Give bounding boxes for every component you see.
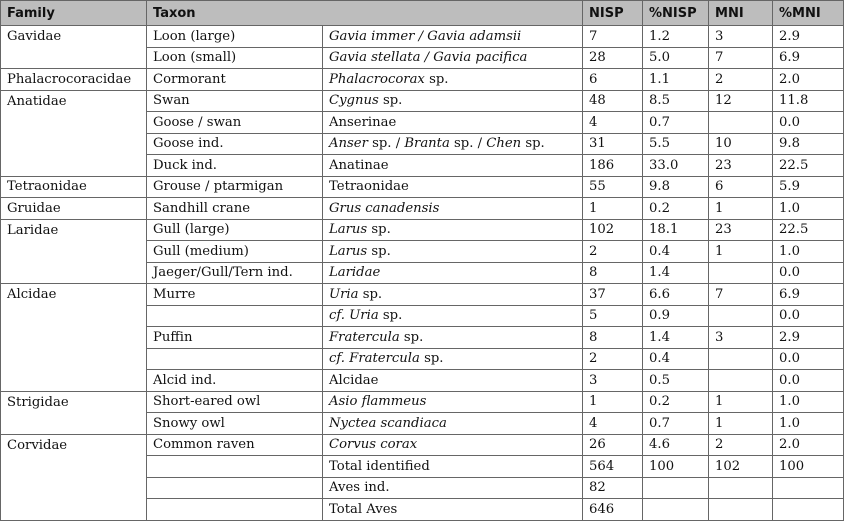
- common-name-cell: Grouse / ptarmigan: [147, 176, 323, 198]
- common-name-cell: Loon (large): [147, 26, 323, 48]
- scientific-name-cell: [323, 499, 583, 521]
- pct-mni-cell: 2.0: [773, 434, 844, 456]
- header-pct-nisp: %NISP: [643, 1, 709, 26]
- scientific-name-part: Branta: [404, 136, 450, 152]
- pct-nisp-cell: 0.7: [643, 413, 709, 435]
- common-name-cell: Cormorant: [147, 69, 323, 91]
- nisp-cell: 31: [583, 133, 643, 155]
- scientific-name-cell: [323, 327, 583, 349]
- header-taxon: Taxon: [147, 1, 583, 26]
- pct-mni-cell: 0.0: [773, 262, 844, 284]
- common-name-cell: Goose / swan: [147, 112, 323, 134]
- scientific-name-part: sp.: [424, 71, 449, 87]
- scientific-name-part: Phalacrocorax: [329, 71, 425, 87]
- mni-cell: [709, 348, 773, 370]
- mni-cell: 1: [709, 241, 773, 263]
- family-cell: [1, 133, 147, 155]
- family-cell: [1, 348, 147, 370]
- scientific-name-part: Fratercula: [329, 329, 400, 345]
- scientific-name-part: sp.: [367, 243, 391, 259]
- common-name-cell: Duck ind.: [147, 155, 323, 177]
- table-row: [1, 241, 844, 263]
- table-row: [1, 262, 844, 284]
- pct-mni-cell: 0.0: [773, 112, 844, 134]
- pct-mni-cell: 1.0: [773, 241, 844, 263]
- family-cell: Tetraonidae: [1, 176, 147, 198]
- pct-mni-cell: 1.0: [773, 391, 844, 413]
- pct-nisp-cell: 5.5: [643, 133, 709, 155]
- family-cell: [1, 327, 147, 349]
- common-name-cell: [147, 305, 323, 327]
- nisp-cell: 82: [583, 477, 643, 499]
- common-name-cell: [147, 477, 323, 499]
- common-name-cell: Sandhill crane: [147, 198, 323, 220]
- pct-mni-cell: 2.9: [773, 26, 844, 48]
- scientific-name-part: Cygnus: [329, 93, 379, 109]
- pct-nisp-cell: 0.2: [643, 198, 709, 220]
- scientific-name-part: Nyctea scandiaca: [329, 415, 447, 431]
- scientific-name-part: Tetraonidae: [329, 179, 409, 195]
- pct-mni-cell: 6.9: [773, 284, 844, 306]
- scientific-name-cell: [323, 413, 583, 435]
- family-cell: Anatidae: [1, 90, 147, 112]
- mni-cell: [709, 305, 773, 327]
- scientific-name-part: Grus canadensis: [329, 200, 440, 216]
- scientific-name-part: sp.: [358, 286, 383, 302]
- table-row: [1, 477, 844, 499]
- table-row: [1, 391, 844, 413]
- table-row: [1, 112, 844, 134]
- pct-nisp-cell: [643, 499, 709, 521]
- scientific-name-part: sp. /: [367, 136, 405, 152]
- scientific-name-part: cf. Uria: [329, 308, 379, 324]
- scientific-name-cell: [323, 69, 583, 91]
- table-row: [1, 90, 844, 112]
- header-family: Family: [1, 1, 147, 26]
- scientific-name-part: Gavia immer / Gavia adamsii: [329, 28, 522, 44]
- family-cell: [1, 477, 147, 499]
- common-name-cell: Common raven: [147, 434, 323, 456]
- pct-mni-cell: 5.9: [773, 176, 844, 198]
- nisp-cell: 186: [583, 155, 643, 177]
- common-name-cell: Swan: [147, 90, 323, 112]
- pct-mni-cell: 22.5: [773, 155, 844, 177]
- pct-nisp-cell: [643, 477, 709, 499]
- family-cell: [1, 413, 147, 435]
- family-cell: [1, 241, 147, 263]
- table-row: [1, 305, 844, 327]
- nisp-cell: 2: [583, 348, 643, 370]
- scientific-name-part: Total Aves: [329, 501, 398, 517]
- pct-nisp-cell: 5.0: [643, 47, 709, 69]
- header-nisp: NISP: [583, 1, 643, 26]
- pct-mni-cell: 1.0: [773, 198, 844, 220]
- pct-mni-cell: 9.8: [773, 133, 844, 155]
- table-row: [1, 348, 844, 370]
- pct-mni-cell: 2.9: [773, 327, 844, 349]
- nisp-cell: 4: [583, 413, 643, 435]
- scientific-name-cell: [323, 370, 583, 392]
- common-name-cell: Snowy owl: [147, 413, 323, 435]
- mni-cell: 7: [709, 47, 773, 69]
- pct-nisp-cell: 0.7: [643, 112, 709, 134]
- scientific-name-cell: [323, 176, 583, 198]
- pct-mni-cell: 1.0: [773, 413, 844, 435]
- nisp-cell: 1: [583, 391, 643, 413]
- pct-nisp-cell: 1.2: [643, 26, 709, 48]
- common-name-cell: Puffin: [147, 327, 323, 349]
- scientific-name-part: Asio flammeus: [329, 394, 427, 410]
- pct-mni-cell: 0.0: [773, 305, 844, 327]
- pct-nisp-cell: 0.4: [643, 348, 709, 370]
- mni-cell: 7: [709, 284, 773, 306]
- scientific-name-cell: [323, 155, 583, 177]
- table-row: [1, 26, 844, 48]
- scientific-name-cell: [323, 456, 583, 478]
- scientific-name-part: Larus: [329, 222, 368, 238]
- pct-nisp-cell: 0.9: [643, 305, 709, 327]
- pct-nisp-cell: 0.2: [643, 391, 709, 413]
- pct-mni-cell: 11.8: [773, 90, 844, 112]
- scientific-name-part: Anatinae: [329, 157, 389, 173]
- common-name-cell: Murre: [147, 284, 323, 306]
- scientific-name-part: sp.: [399, 329, 424, 345]
- pct-nisp-cell: 8.5: [643, 90, 709, 112]
- scientific-name-part: Gavia stellata / Gavia pacifica: [329, 50, 528, 66]
- mni-cell: 6: [709, 176, 773, 198]
- scientific-name-cell: [323, 198, 583, 220]
- family-cell: Alcidae: [1, 284, 147, 306]
- scientific-name-cell: [323, 391, 583, 413]
- table-row: [1, 434, 844, 456]
- scientific-name-cell: [323, 26, 583, 48]
- scientific-name-cell: [323, 241, 583, 263]
- pct-nisp-cell: 18.1: [643, 219, 709, 241]
- family-cell: Corvidae: [1, 434, 147, 456]
- mni-cell: 23: [709, 219, 773, 241]
- mni-cell: [709, 370, 773, 392]
- nisp-cell: 4: [583, 112, 643, 134]
- scientific-name-part: Laridae: [329, 265, 381, 281]
- scientific-name-cell: [323, 284, 583, 306]
- table-row: [1, 456, 844, 478]
- table-row: [1, 69, 844, 91]
- scientific-name-part: sp.: [367, 222, 391, 238]
- scientific-name-part: Uria: [329, 286, 359, 302]
- nisp-cell: 564: [583, 456, 643, 478]
- mni-cell: 1: [709, 391, 773, 413]
- pct-mni-cell: 6.9: [773, 47, 844, 69]
- family-cell: [1, 155, 147, 177]
- mni-cell: [709, 262, 773, 284]
- scientific-name-cell: [323, 133, 583, 155]
- common-name-cell: Jaeger/Gull/Tern ind.: [147, 262, 323, 284]
- common-name-cell: Alcid ind.: [147, 370, 323, 392]
- mni-cell: 12: [709, 90, 773, 112]
- table-row: [1, 499, 844, 521]
- pct-mni-cell: 22.5: [773, 219, 844, 241]
- scientific-name-cell: [323, 90, 583, 112]
- family-cell: Strigidae: [1, 391, 147, 413]
- mni-cell: 1: [709, 413, 773, 435]
- mni-cell: 3: [709, 327, 773, 349]
- scientific-name-cell: [323, 112, 583, 134]
- scientific-name-cell: [323, 262, 583, 284]
- scientific-name-cell: [323, 219, 583, 241]
- scientific-name-part: sp.: [419, 351, 444, 367]
- header-mni: MNI: [709, 1, 773, 26]
- scientific-name-part: sp.: [378, 308, 403, 324]
- scientific-name-part: cf. Fratercula: [329, 351, 420, 367]
- family-cell: [1, 499, 147, 521]
- nisp-cell: 2: [583, 241, 643, 263]
- scientific-name-part: Aves ind.: [329, 480, 390, 496]
- common-name-cell: Short-eared owl: [147, 391, 323, 413]
- table-row: [1, 370, 844, 392]
- pct-nisp-cell: 9.8: [643, 176, 709, 198]
- pct-nisp-cell: 1.1: [643, 69, 709, 91]
- mni-cell: 1: [709, 198, 773, 220]
- nisp-cell: 646: [583, 499, 643, 521]
- nisp-cell: 6: [583, 69, 643, 91]
- table-row: [1, 176, 844, 198]
- scientific-name-part: sp.: [378, 93, 403, 109]
- family-cell: Gavidae: [1, 26, 147, 48]
- table-row: [1, 198, 844, 220]
- scientific-name-part: Chen: [486, 136, 522, 152]
- table-row: [1, 413, 844, 435]
- scientific-name-part: Larus: [329, 243, 368, 259]
- table-header: [1, 1, 844, 26]
- scientific-name-part: Total identified: [329, 458, 430, 474]
- pct-nisp-cell: 1.4: [643, 327, 709, 349]
- mni-cell: [709, 477, 773, 499]
- family-cell: [1, 456, 147, 478]
- mni-cell: 10: [709, 133, 773, 155]
- scientific-name-cell: [323, 434, 583, 456]
- pct-mni-cell: 2.0: [773, 69, 844, 91]
- mni-cell: 23: [709, 155, 773, 177]
- nisp-cell: 3: [583, 370, 643, 392]
- mni-cell: 2: [709, 434, 773, 456]
- scientific-name-cell: [323, 348, 583, 370]
- mni-cell: 2: [709, 69, 773, 91]
- scientific-name-part: sp. /: [449, 136, 487, 152]
- family-cell: [1, 47, 147, 69]
- pct-nisp-cell: 1.4: [643, 262, 709, 284]
- scientific-name-part: sp.: [521, 136, 545, 152]
- mni-cell: [709, 499, 773, 521]
- family-cell: [1, 370, 147, 392]
- scientific-name-cell: [323, 47, 583, 69]
- family-cell: [1, 305, 147, 327]
- nisp-cell: 7: [583, 26, 643, 48]
- family-cell: Gruidae: [1, 198, 147, 220]
- table-body: [1, 26, 844, 521]
- nisp-cell: 5: [583, 305, 643, 327]
- nisp-cell: 8: [583, 327, 643, 349]
- nisp-cell: 37: [583, 284, 643, 306]
- table-row: [1, 133, 844, 155]
- pct-nisp-cell: 6.6: [643, 284, 709, 306]
- common-name-cell: Goose ind.: [147, 133, 323, 155]
- pct-nisp-cell: 4.6: [643, 434, 709, 456]
- pct-nisp-cell: 100: [643, 456, 709, 478]
- common-name-cell: [147, 348, 323, 370]
- nisp-cell: 102: [583, 219, 643, 241]
- mni-cell: [709, 112, 773, 134]
- common-name-cell: Gull (medium): [147, 241, 323, 263]
- pct-mni-cell: [773, 499, 844, 521]
- mni-cell: 102: [709, 456, 773, 478]
- scientific-name-part: Anser: [329, 136, 368, 152]
- table-row: [1, 47, 844, 69]
- pct-mni-cell: [773, 477, 844, 499]
- family-cell: Phalacrocoracidae: [1, 69, 147, 91]
- scientific-name-part: Alcidae: [329, 372, 379, 388]
- nisp-cell: 8: [583, 262, 643, 284]
- table-row: [1, 327, 844, 349]
- pct-mni-cell: 100: [773, 456, 844, 478]
- pct-nisp-cell: 33.0: [643, 155, 709, 177]
- pct-nisp-cell: 0.5: [643, 370, 709, 392]
- nisp-cell: 1: [583, 198, 643, 220]
- family-cell: Laridae: [1, 219, 147, 241]
- common-name-cell: Loon (small): [147, 47, 323, 69]
- mni-cell: 3: [709, 26, 773, 48]
- header-pct-mni: %MNI: [773, 1, 844, 26]
- scientific-name-cell: [323, 305, 583, 327]
- pct-nisp-cell: 0.4: [643, 241, 709, 263]
- table-row: [1, 155, 844, 177]
- scientific-name-part: Anserinae: [329, 114, 397, 130]
- nisp-cell: 28: [583, 47, 643, 69]
- nisp-cell: 55: [583, 176, 643, 198]
- common-name-cell: Gull (large): [147, 219, 323, 241]
- common-name-cell: [147, 456, 323, 478]
- pct-mni-cell: 0.0: [773, 370, 844, 392]
- scientific-name-cell: [323, 477, 583, 499]
- table-row: [1, 284, 844, 306]
- scientific-name-part: Corvus corax: [329, 437, 418, 453]
- family-cell: [1, 262, 147, 284]
- pct-mni-cell: 0.0: [773, 348, 844, 370]
- table-row: [1, 219, 844, 241]
- nisp-cell: 48: [583, 90, 643, 112]
- family-cell: [1, 112, 147, 134]
- common-name-cell: [147, 499, 323, 521]
- nisp-cell: 26: [583, 434, 643, 456]
